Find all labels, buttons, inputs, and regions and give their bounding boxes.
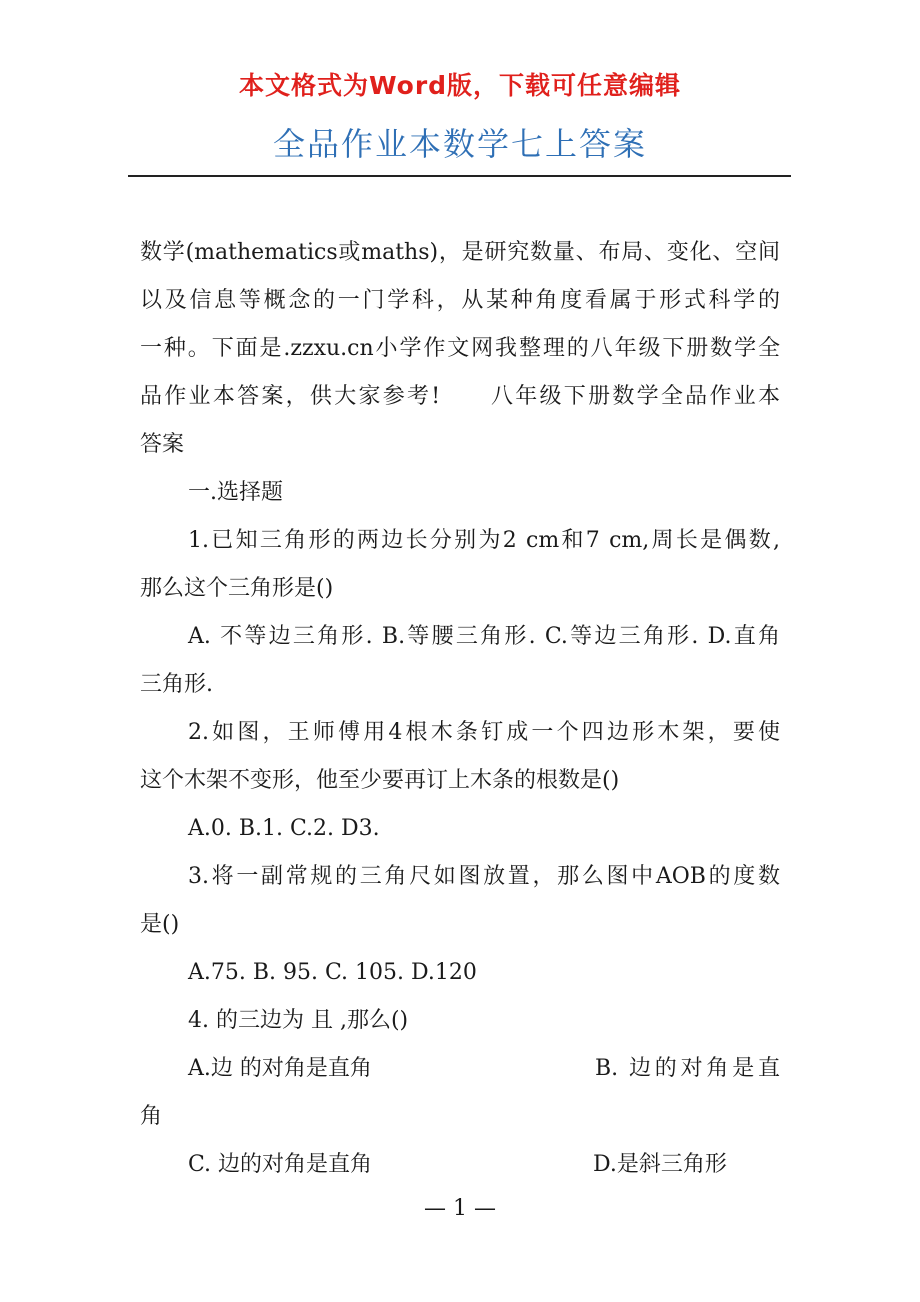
- format-banner: 本文格式为Word版，下载可任意编辑: [238, 71, 682, 100]
- section-heading: 一.选择题: [188, 480, 283, 505]
- question-3-line-1: 3.将一副常规的三角尺如图放置，那么图中AOB的度数: [188, 864, 780, 889]
- option-d: D.是斜三角形: [593, 1152, 727, 1177]
- question-2-line-1: 2.如图，王师傅用4根木条钉成一个四边形木架，要使: [188, 720, 780, 745]
- question-1-options-line-2: 三角形.: [140, 672, 213, 697]
- intro-line-4: 品作业本答案，供大家参考! 八年级下册数学全品作业本: [140, 384, 780, 409]
- question-3-line-2: 是(): [140, 912, 180, 937]
- intro-line-3: 一种。下面是.zzxu.cn小学作文网我整理的八年级下册数学全: [140, 336, 780, 361]
- intro-line-1: 数学(mathematics或maths)，是研究数量、布局、变化、空间: [140, 240, 780, 265]
- option-a: A.边 的对角是直角: [188, 1056, 372, 1081]
- option-b: B. 边的对角是直: [595, 1056, 780, 1081]
- question-1-line-2: 那么这个三角形是(): [140, 576, 334, 601]
- question-2-line-2: 这个木架不变形，他至少要再订上木条的根数是(): [140, 768, 620, 793]
- question-2-options: A.0. B.1. C.2. D3.: [188, 816, 380, 841]
- option-b-continued: 角: [140, 1104, 163, 1129]
- question-1-line-1: 1.已知三角形的两边长分别为2 cm和7 cm,周长是偶数,: [188, 528, 780, 553]
- document-body: [140, 229, 780, 1189]
- intro-line-5: 答案: [140, 432, 185, 457]
- page-number: — 1 —: [424, 1196, 496, 1221]
- option-c: C. 边的对角是直角: [188, 1152, 373, 1177]
- question-4-options-cd: [140, 1141, 780, 1189]
- intro-line-2: 以及信息等概念的一门学科，从某种角度看属于形式科学的: [140, 288, 780, 313]
- question-1-options-line-1: A. 不等边三角形. B.等腰三角形. C.等边三角形. D.直角: [188, 624, 780, 649]
- title-divider: [128, 175, 791, 177]
- question-3-options: A.75. B. 95. C. 105. D.120: [188, 960, 477, 985]
- question-4: 4. 的三边为 且 ,那么(): [188, 1008, 409, 1033]
- question-4-options-ab: [140, 1045, 780, 1093]
- document-title: 全品作业本数学七上答案: [272, 125, 647, 163]
